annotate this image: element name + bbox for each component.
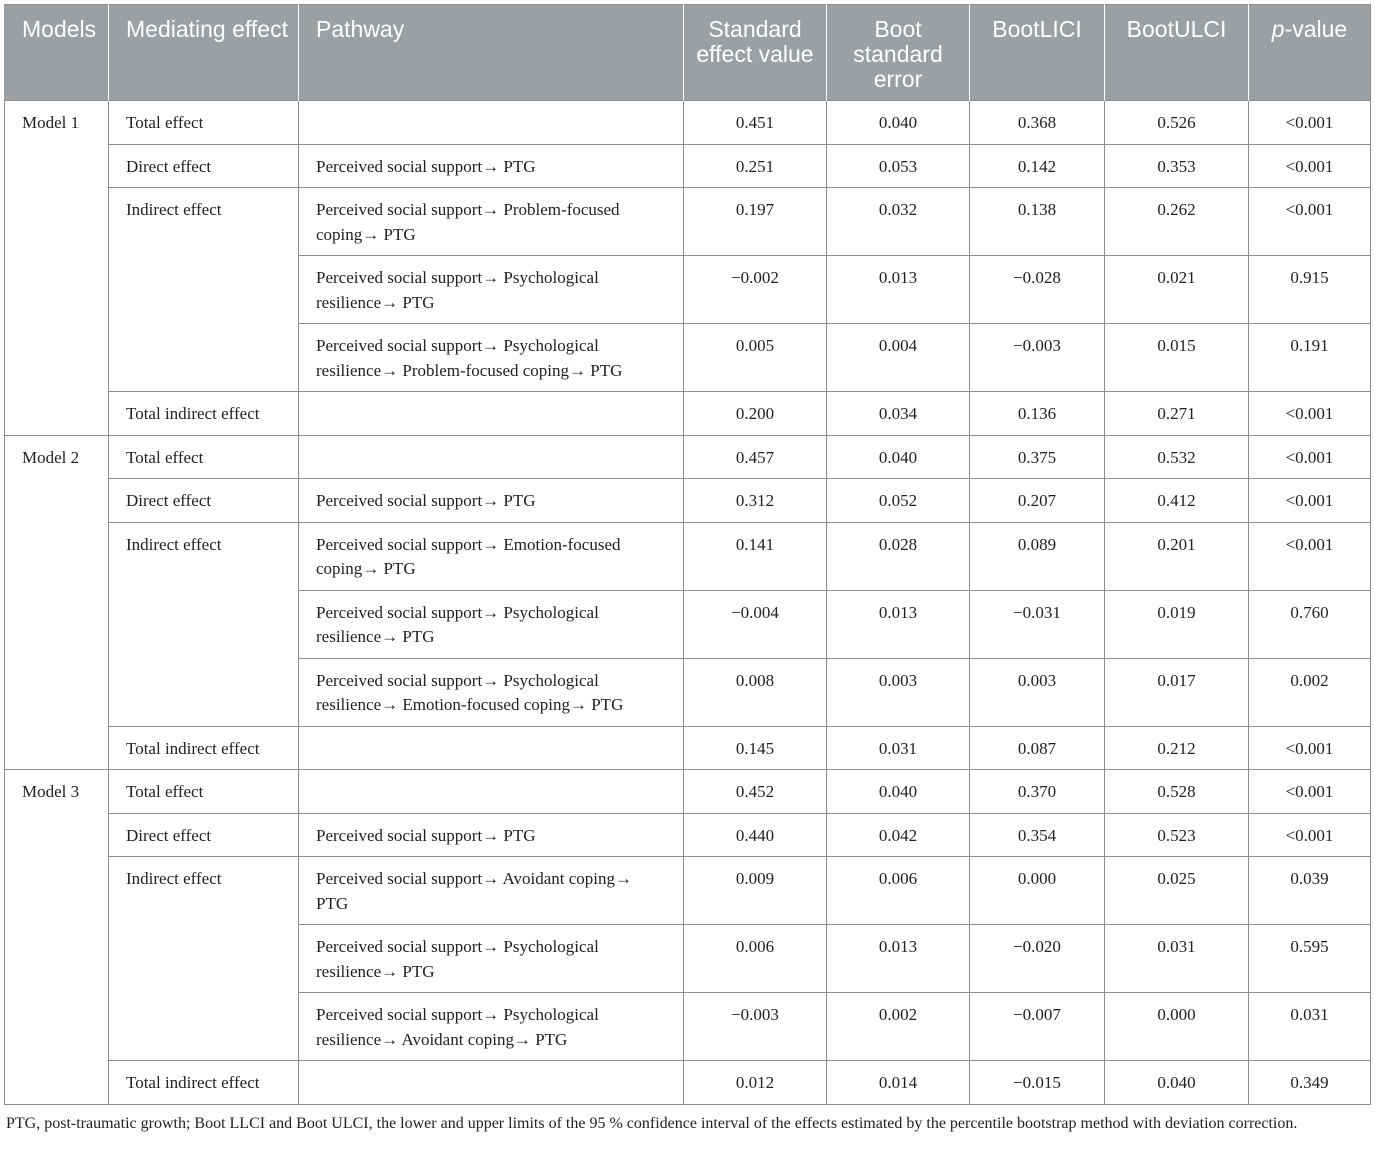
table-row (5, 188, 1371, 256)
p-value-cell: <0.001 (1249, 435, 1371, 479)
boot-standard-error-cell: 0.013 (827, 590, 970, 658)
boot-llci-cell: 0.138 (970, 188, 1105, 256)
boot-llci-cell: −0.003 (970, 324, 1105, 392)
p-value-cell: <0.001 (1249, 101, 1371, 145)
p-value-cell: <0.001 (1249, 392, 1371, 436)
standard-effect-value-cell: −0.004 (684, 590, 827, 658)
pathway-cell: Perceived social support→ Psychological resilience→ PTG (299, 925, 684, 993)
table-body (5, 101, 1371, 1105)
standard-effect-value-cell: −0.002 (684, 256, 827, 324)
table-container (4, 4, 1370, 1105)
mediating-effect-cell: Total effect (109, 435, 299, 479)
mediating-effect-cell: Indirect effect (109, 188, 299, 392)
boot-standard-error-cell: 0.013 (827, 256, 970, 324)
boot-standard-error-cell: 0.042 (827, 813, 970, 857)
boot-standard-error-cell: 0.032 (827, 188, 970, 256)
boot-llci-cell: 0.003 (970, 658, 1105, 726)
boot-llci-cell: 0.089 (970, 522, 1105, 590)
p-value-cell: <0.001 (1249, 522, 1371, 590)
mediating-effect-cell: Total effect (109, 770, 299, 814)
boot-llci-cell: 0.142 (970, 144, 1105, 188)
standard-effect-value-cell: −0.003 (684, 993, 827, 1061)
boot-standard-error-cell: 0.031 (827, 726, 970, 770)
mediation-table (4, 4, 1371, 1105)
p-value-cell: <0.001 (1249, 813, 1371, 857)
p-value-cell: 0.002 (1249, 658, 1371, 726)
mediating-effect-cell: Total effect (109, 101, 299, 145)
boot-llci-cell: 0.136 (970, 392, 1105, 436)
boot-ulci-cell: 0.262 (1105, 188, 1249, 256)
boot-ulci-cell: 0.025 (1105, 857, 1249, 925)
pathway-cell: Perceived social support→ Psychological resilience→ PTG (299, 256, 684, 324)
boot-standard-error-cell: 0.040 (827, 770, 970, 814)
boot-standard-error-cell: 0.006 (827, 857, 970, 925)
p-value-cell: 0.191 (1249, 324, 1371, 392)
boot-llci-cell: −0.015 (970, 1061, 1105, 1105)
boot-ulci-cell: 0.000 (1105, 993, 1249, 1061)
boot-ulci-cell: 0.412 (1105, 479, 1249, 523)
standard-effect-value-cell: 0.451 (684, 101, 827, 145)
boot-ulci-cell: 0.532 (1105, 435, 1249, 479)
boot-ulci-cell: 0.526 (1105, 101, 1249, 145)
pathway-cell (299, 392, 684, 436)
header-boot-standard-error: Boot standard error (827, 5, 970, 101)
boot-standard-error-cell: 0.040 (827, 101, 970, 145)
header-p-rest: -value (1284, 16, 1348, 42)
boot-llci-cell: 0.207 (970, 479, 1105, 523)
boot-standard-error-cell: 0.053 (827, 144, 970, 188)
p-value-cell: 0.349 (1249, 1061, 1371, 1105)
pathway-cell: Perceived social support→ PTG (299, 144, 684, 188)
boot-ulci-cell: 0.353 (1105, 144, 1249, 188)
table-row (5, 770, 1371, 814)
boot-ulci-cell: 0.201 (1105, 522, 1249, 590)
pathway-cell (299, 435, 684, 479)
mediating-effect-cell: Total indirect effect (109, 392, 299, 436)
boot-ulci-cell: 0.019 (1105, 590, 1249, 658)
p-value-cell: <0.001 (1249, 479, 1371, 523)
pathway-cell (299, 726, 684, 770)
table-row (5, 144, 1371, 188)
boot-llci-cell: −0.020 (970, 925, 1105, 993)
standard-effect-value-cell: 0.145 (684, 726, 827, 770)
pathway-cell: Perceived social support→ Emotion-focused coping→ PTG (299, 522, 684, 590)
boot-standard-error-cell: 0.040 (827, 435, 970, 479)
standard-effect-value-cell: 0.312 (684, 479, 827, 523)
boot-ulci-cell: 0.021 (1105, 256, 1249, 324)
p-value-cell: <0.001 (1249, 144, 1371, 188)
pathway-cell: Perceived social support→ PTG (299, 479, 684, 523)
boot-ulci-cell: 0.015 (1105, 324, 1249, 392)
table-row (5, 479, 1371, 523)
header-standard-effect-value: Standard effect value (684, 5, 827, 101)
pathway-cell: Perceived social support→ Avoidant coping→ PTG (299, 857, 684, 925)
model-name-cell: Model 2 (5, 435, 109, 770)
header-pathway: Pathway (299, 5, 684, 101)
standard-effect-value-cell: 0.197 (684, 188, 827, 256)
table-row (5, 435, 1371, 479)
standard-effect-value-cell: 0.452 (684, 770, 827, 814)
boot-standard-error-cell: 0.004 (827, 324, 970, 392)
p-value-cell: <0.001 (1249, 726, 1371, 770)
p-value-cell: 0.031 (1249, 993, 1371, 1061)
boot-ulci-cell: 0.017 (1105, 658, 1249, 726)
table-footnote: PTG, post-traumatic growth; Boot LLCI and Boot ULCI, the lower and upper limits of the 95 % confidence interval of the effects estimated by the percentile bootstrap method with deviation correction. (6, 1115, 1298, 1132)
pathway-cell: Perceived social support→ Problem-focused coping→ PTG (299, 188, 684, 256)
boot-llci-cell: 0.370 (970, 770, 1105, 814)
table-row (5, 522, 1371, 590)
boot-standard-error-cell: 0.013 (827, 925, 970, 993)
mediating-effect-cell: Direct effect (109, 813, 299, 857)
table-row (5, 726, 1371, 770)
standard-effect-value-cell: 0.440 (684, 813, 827, 857)
header-p-italic: p (1271, 16, 1285, 42)
table-row (5, 392, 1371, 436)
pathway-cell: Perceived social support→ Psychological resilience→ Problem-focused coping→ PTG (299, 324, 684, 392)
boot-llci-cell: 0.087 (970, 726, 1105, 770)
table-row (5, 813, 1371, 857)
p-value-cell: 0.760 (1249, 590, 1371, 658)
pathway-cell (299, 1061, 684, 1105)
standard-effect-value-cell: 0.012 (684, 1061, 827, 1105)
boot-standard-error-cell: 0.028 (827, 522, 970, 590)
mediating-effect-cell: Total indirect effect (109, 1061, 299, 1105)
pathway-cell: Perceived social support→ Psychological resilience→ Emotion-focused coping→ PTG (299, 658, 684, 726)
boot-ulci-cell: 0.031 (1105, 925, 1249, 993)
p-value-cell: 0.039 (1249, 857, 1371, 925)
p-value-cell: 0.915 (1249, 256, 1371, 324)
standard-effect-value-cell: 0.005 (684, 324, 827, 392)
mediating-effect-cell: Direct effect (109, 144, 299, 188)
boot-standard-error-cell: 0.034 (827, 392, 970, 436)
boot-standard-error-cell: 0.002 (827, 993, 970, 1061)
mediating-effect-cell: Direct effect (109, 479, 299, 523)
header-boot-ulci: BootULCI (1105, 5, 1249, 101)
boot-llci-cell: 0.354 (970, 813, 1105, 857)
header-p-value (1249, 5, 1371, 101)
boot-llci-cell: −0.031 (970, 590, 1105, 658)
pathway-cell (299, 101, 684, 145)
model-name-cell: Model 1 (5, 101, 109, 436)
header-boot-llci: BootLICI (970, 5, 1105, 101)
p-value-cell: <0.001 (1249, 770, 1371, 814)
mediating-effect-cell: Indirect effect (109, 857, 299, 1061)
model-name-cell: Model 3 (5, 770, 109, 1105)
boot-llci-cell: −0.028 (970, 256, 1105, 324)
header-row (5, 5, 1371, 101)
boot-ulci-cell: 0.212 (1105, 726, 1249, 770)
header-mediating-effect: Mediating effect (109, 5, 299, 101)
standard-effect-value-cell: 0.008 (684, 658, 827, 726)
boot-ulci-cell: 0.271 (1105, 392, 1249, 436)
table-row (5, 857, 1371, 925)
boot-llci-cell: 0.375 (970, 435, 1105, 479)
boot-standard-error-cell: 0.052 (827, 479, 970, 523)
standard-effect-value-cell: 0.009 (684, 857, 827, 925)
boot-llci-cell: −0.007 (970, 993, 1105, 1061)
standard-effect-value-cell: 0.200 (684, 392, 827, 436)
standard-effect-value-cell: 0.457 (684, 435, 827, 479)
boot-llci-cell: 0.368 (970, 101, 1105, 145)
boot-ulci-cell: 0.523 (1105, 813, 1249, 857)
header-models: Models (5, 5, 109, 101)
pathway-cell: Perceived social support→ Psychological resilience→ Avoidant coping→ PTG (299, 993, 684, 1061)
pathway-cell: Perceived social support→ Psychological resilience→ PTG (299, 590, 684, 658)
pathway-cell (299, 770, 684, 814)
boot-llci-cell: 0.000 (970, 857, 1105, 925)
table-row (5, 101, 1371, 145)
standard-effect-value-cell: 0.141 (684, 522, 827, 590)
table-row (5, 1061, 1371, 1105)
p-value-cell: <0.001 (1249, 188, 1371, 256)
boot-standard-error-cell: 0.014 (827, 1061, 970, 1105)
boot-standard-error-cell: 0.003 (827, 658, 970, 726)
standard-effect-value-cell: 0.006 (684, 925, 827, 993)
boot-ulci-cell: 0.528 (1105, 770, 1249, 814)
mediating-effect-cell: Indirect effect (109, 522, 299, 726)
pathway-cell: Perceived social support→ PTG (299, 813, 684, 857)
standard-effect-value-cell: 0.251 (684, 144, 827, 188)
mediating-effect-cell: Total indirect effect (109, 726, 299, 770)
p-value-cell: 0.595 (1249, 925, 1371, 993)
boot-ulci-cell: 0.040 (1105, 1061, 1249, 1105)
